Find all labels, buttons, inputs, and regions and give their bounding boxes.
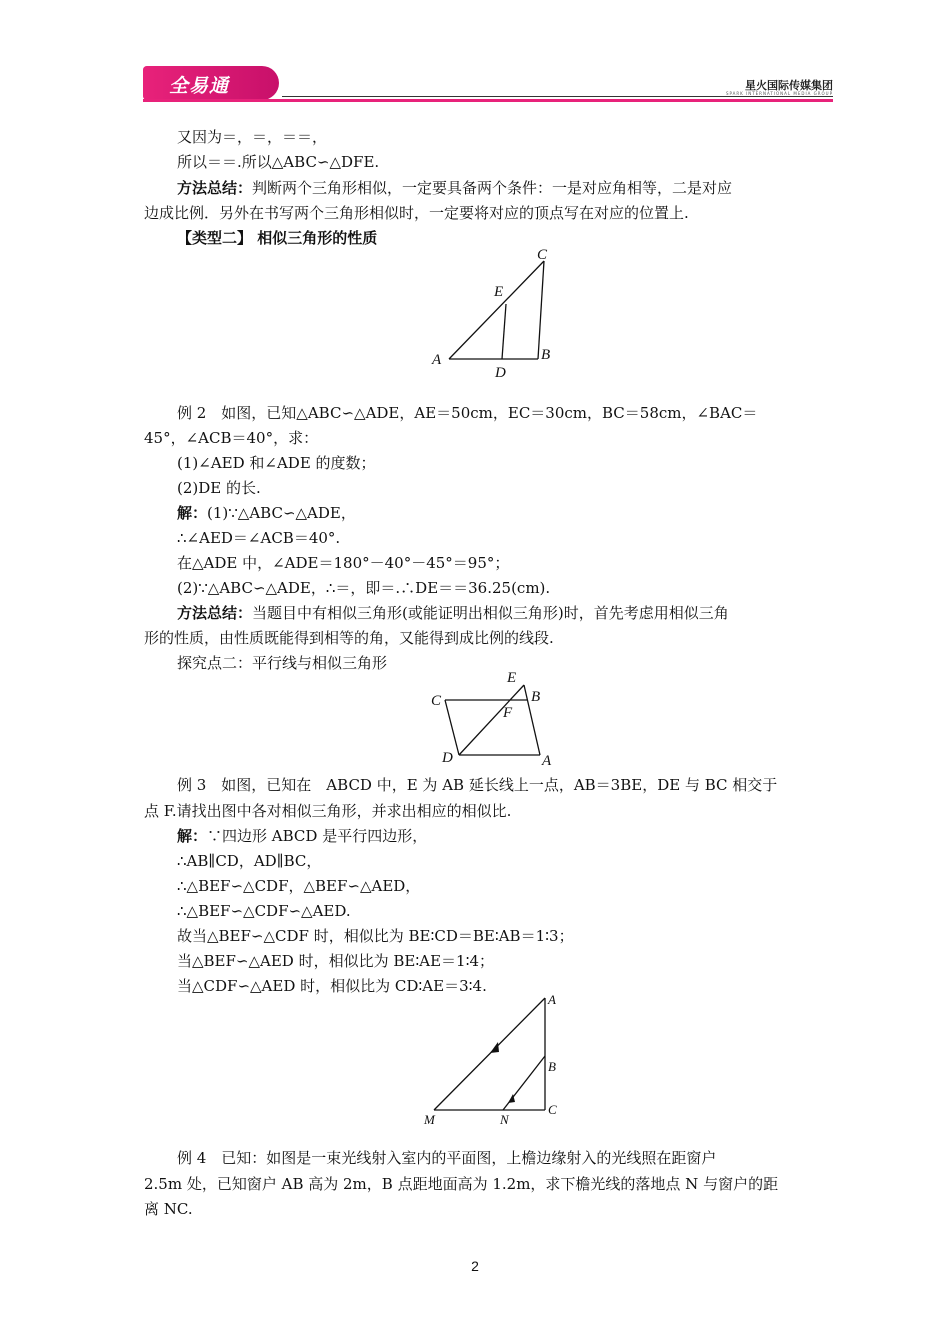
text-line: ∴△BEF∽△CDF∽△AED. [177,902,351,920]
text-line: 例 2 如图，已知△ABC∽△ADE，AE＝50cm，EC＝30cm，BC＝58cm，∠BAC＝ [177,404,758,422]
text-line: 又因为＝，＝，＝＝， [177,128,328,146]
text-line: (2)DE 的长. [177,479,261,497]
label: 解： [177,827,208,845]
text-line: 故当△BEF∽△CDF 时，相似比为 BE∶CD＝BE∶AB＝1∶3； [177,927,574,945]
label: 【类型二】 [177,229,253,247]
publisher-name: 星火国际传媒集团 [745,79,833,92]
text-line: 2.5m 处，已知窗户 AB 高为 2m，B 点距地面高为 1.2m，求下檐光线的落地点 N 与窗户的距 [144,1175,779,1193]
label-a: A [542,753,552,769]
page-number: 2 [471,1258,479,1274]
text-line: (2)∵△ABC∽△ADE，∴＝，即＝.∴DE＝＝36.25(cm). [177,579,551,597]
brand-logo [143,66,279,100]
section-heading: 探究点二：平行线与相似三角形 [177,654,388,672]
text-line: 所以＝＝.所以△ABC∽△DFE. [177,153,380,171]
text-line: ∴△BEF∽△CDF，△BEF∽△AED， [177,877,421,895]
arrow-icon [490,1042,499,1053]
solution-line [177,826,839,846]
header-accent-line [143,99,833,102]
text: ∵四边形 ABCD 是平行四边形， [207,827,428,845]
solution-line [177,503,839,523]
label-b: B [548,1059,556,1074]
text-line: 例 4 已知：如图是一束光线射入室内的平面图，上檐边缘射入的光线照在距窗户 [177,1149,717,1167]
text: 当题目中有相似三角形(或能证明出相似三角形)时，首先考虑用相似三角 [252,604,729,622]
label-m: M [424,1112,435,1127]
label-c: C [548,1102,557,1117]
label-e: E [494,284,504,300]
edge-de [502,304,506,359]
figure-light-ray [420,990,570,1130]
edge-bc [538,261,544,359]
label: 方法总结： [177,179,253,197]
text: 判断两个三角形相似，一定要具备两个条件：一是对应角相等，二是对应 [252,179,733,197]
method-summary [177,603,839,623]
text: (1)∵△ABC∽△ADE， [207,504,356,522]
upper-ray [434,998,545,1110]
figure-triangle-abc [425,245,565,385]
text-line: ∴AB∥CD，AD∥BC， [177,852,322,870]
text-line: 边成比例．另外在书写两个三角形相似时，一定要将对应的顶点写在对应的位置上. [144,204,689,222]
edge-ac [449,261,544,359]
label-b: B [531,689,541,705]
text-line: 45°，∠ACB＝40°，求： [144,429,319,447]
text-line: (1)∠AED 和∠ADE 的度数； [177,454,376,472]
label-d: D [442,750,453,766]
label-e: E [507,670,517,686]
label-c: C [431,693,442,709]
figure-parallelogram [425,665,560,770]
publisher-name-en: SPARK INTERNATIONAL MEDIA GROUP [725,91,833,96]
label-a: A [548,992,556,1007]
text-line: 当△CDF∽△AED 时，相似比为 CD∶AE＝3∶4. [177,977,487,995]
text: 相似三角形的性质 [252,229,378,247]
label-d: D [495,365,506,381]
label: 方法总结： [177,604,253,622]
label-f: F [503,705,513,721]
text-line: 离 NC. [144,1200,193,1218]
text-line: 当△BEF∽△AED 时，相似比为 BE∶AE＝1∶4； [177,952,495,970]
header-rule [282,96,833,97]
text-line: 在△ADE 中，∠ADE＝180°－40°－45°＝95°； [177,554,510,572]
text-line: ∴∠AED＝∠ACB＝40°. [177,529,341,547]
label-n: N [500,1112,509,1127]
brand-logo-text: 全易通 [169,75,230,97]
method-summary [177,178,839,198]
label-a: A [432,352,442,368]
text-line: 形的性质，由性质既能得到相等的角，又能得到成比例的线段. [144,629,554,647]
text-line: 点 F.请找出图中各对相似三角形，并求出相应的相似比. [144,802,512,820]
edge-de [459,685,524,755]
label: 解： [177,504,208,522]
label-b: B [541,347,551,363]
edge-cd [445,700,459,755]
text-line: 例 3 如图，已知在 ABCD 中，E 为 AB 延长线上一点，AB＝3BE，DE 与 BC 相交于 [177,776,778,794]
label-c: C [537,247,548,263]
